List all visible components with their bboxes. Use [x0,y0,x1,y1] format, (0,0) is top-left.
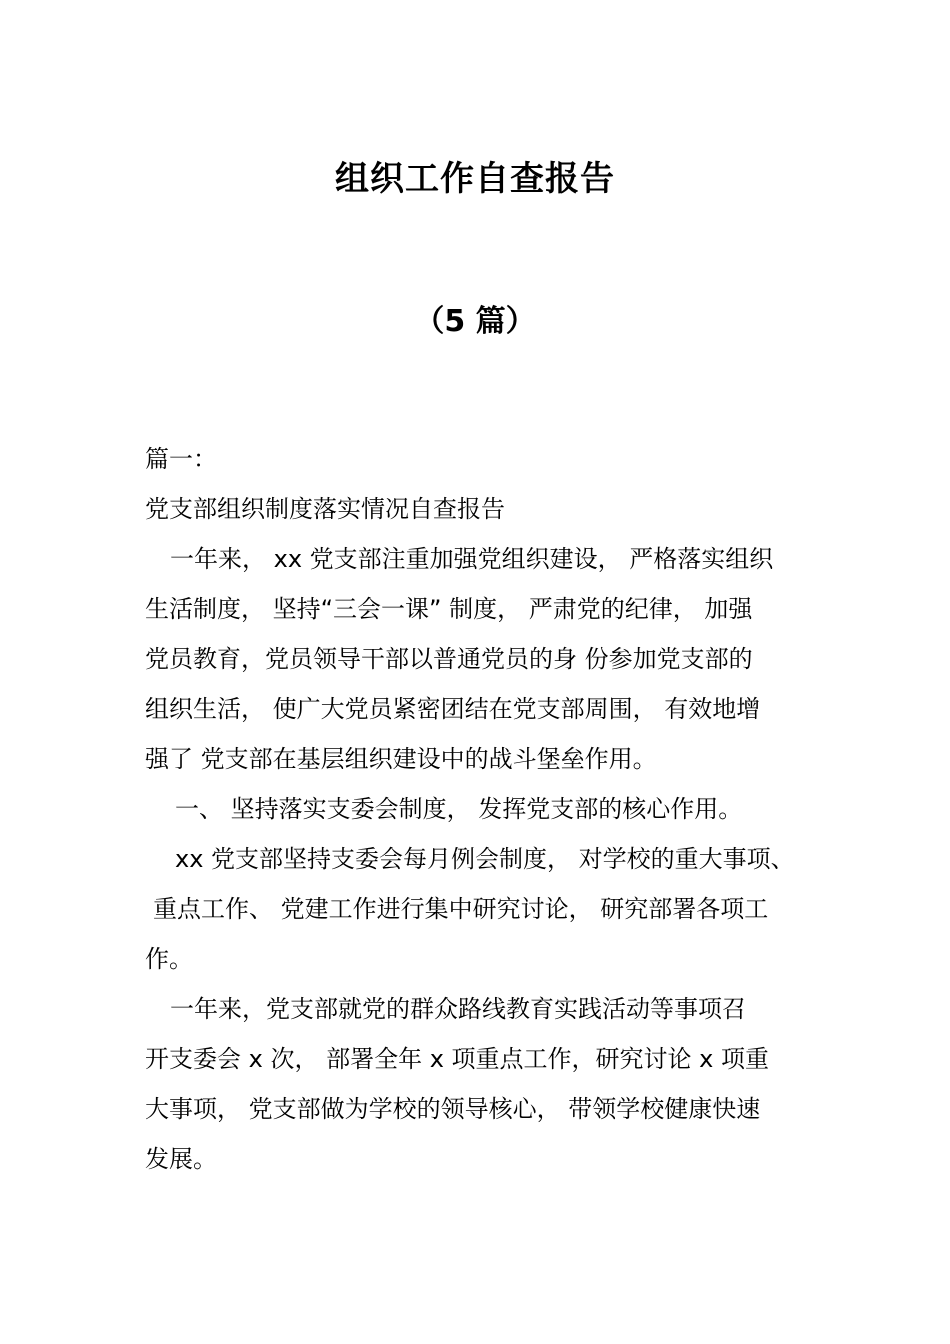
paragraph-line: 生活制度， 坚持“三会一课” 制度， 严肃党的纪律， 加强 [145,595,753,623]
paragraph-line: 大事项， 党支部做为学校的领导核心， 带领学校健康快速 [145,1095,761,1123]
subsection-heading: 一、 坚持落实支委会制度， 发挥党支部的核心作用。 [175,795,743,823]
paragraph-line: 重点工作、 党建工作进行集中研究讨论， 研究部署各项工 [153,895,769,923]
section-title: 党支部组织制度落实情况自查报告 [145,495,505,523]
paragraph-line: 一年来，党支部就党的群众路线教育实践活动等事项召 [170,995,746,1023]
document-subtitle: （5 篇） [414,304,536,339]
paragraph-line: 发展。 [145,1145,217,1173]
section-heading: 篇一： [145,445,217,473]
paragraph-line: 党员教育，党员领导干部以普通党员的身 份参加党支部的 [145,645,753,673]
paragraph-line: 作。 [145,945,193,973]
document-body [145,434,835,1184]
paragraph-line: 开支委会 x 次， 部署全年 x 项重点工作，研究讨论 x 项重 [145,1045,770,1073]
paragraph-line: xx 党支部坚持支委会每月例会制度， 对学校的重大事项、 [175,845,795,873]
paragraph-line: 一年来， xx 党支部注重加强党组织建设， 严格落实组织 [170,545,774,573]
paragraph-line: 组织生活， 使广大党员紧密团结在党支部周围， 有效地增 [145,695,761,723]
paragraph-line: 强了 党支部在基层组织建设中的战斗堡垒作用。 [145,745,657,773]
document-title: 组织工作自查报告 [335,159,615,199]
